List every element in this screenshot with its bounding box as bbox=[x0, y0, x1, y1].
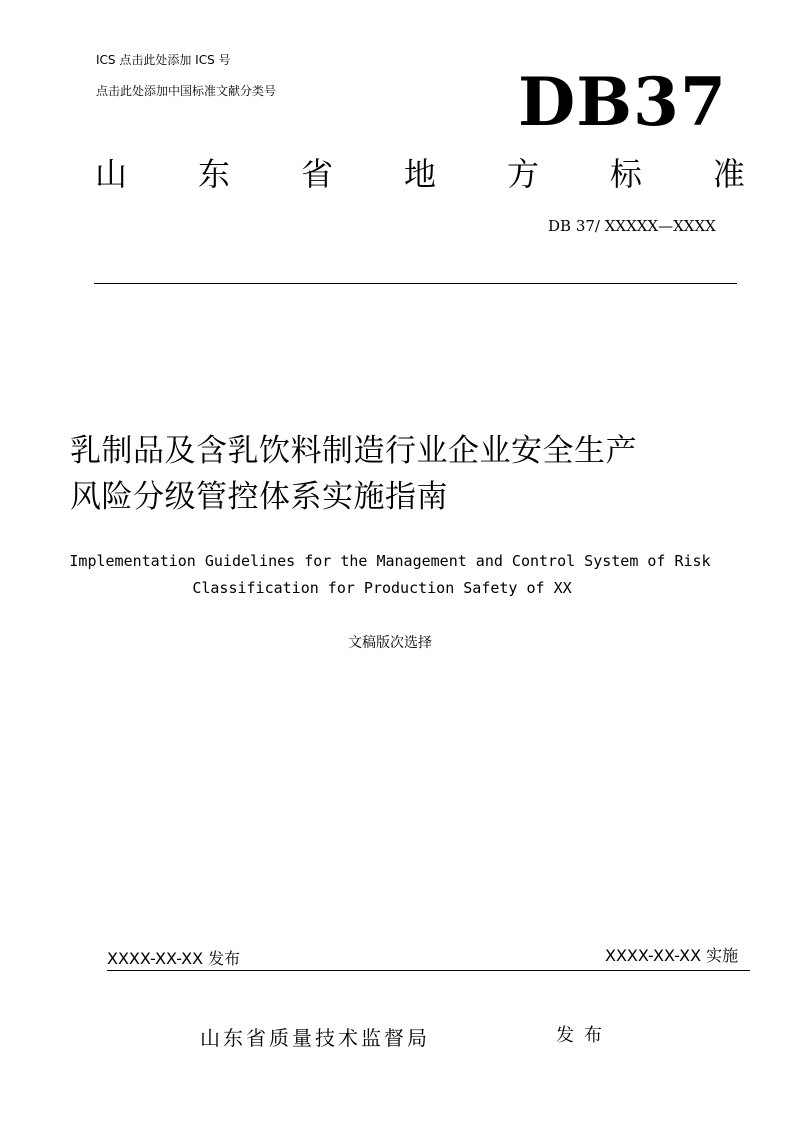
issuing-authority: 山东省质量技术监督局 bbox=[200, 1026, 430, 1050]
issue-label: 发布 bbox=[556, 1025, 612, 1046]
standard-type-char: 山 bbox=[95, 155, 128, 193]
publish-date[interactable]: XXXX-XX-XX 发布 bbox=[107, 949, 241, 968]
standard-type-char: 地 bbox=[403, 155, 436, 193]
chinese-title-line-2[interactable]: 风险分级管控体系实施指南 bbox=[70, 479, 448, 515]
footer-divider bbox=[107, 970, 750, 971]
standard-logo: DB37 bbox=[518, 63, 727, 141]
standard-type-char: 准 bbox=[712, 155, 745, 193]
chinese-title-line-1[interactable]: 乳制品及含乳饮料制造行业企业安全生产 bbox=[70, 433, 637, 469]
header-divider bbox=[94, 283, 737, 284]
standard-type-char: 东 bbox=[197, 155, 230, 193]
english-title-line-2[interactable]: Classification for Production Safety of XX bbox=[192, 579, 572, 597]
standard-type-char: 标 bbox=[609, 155, 642, 193]
document-number[interactable]: DB 37/ XXXXX—XXXX bbox=[548, 217, 716, 235]
english-title-line-1[interactable]: Implementation Guidelines for the Management and Control System of Risk bbox=[69, 552, 711, 570]
ics-number-placeholder[interactable]: ICS 点击此处添加 ICS 号 bbox=[96, 53, 231, 67]
implement-date[interactable]: XXXX-XX-XX 实施 bbox=[605, 946, 739, 965]
standard-type-char: 方 bbox=[506, 155, 539, 193]
standard-type-char: 省 bbox=[300, 155, 333, 193]
draft-version-selector[interactable]: 文稿版次选择 bbox=[348, 635, 432, 651]
classification-number-placeholder[interactable]: 点击此处添加中国标准文献分类号 bbox=[96, 84, 277, 98]
standard-type-heading bbox=[95, 152, 745, 196]
